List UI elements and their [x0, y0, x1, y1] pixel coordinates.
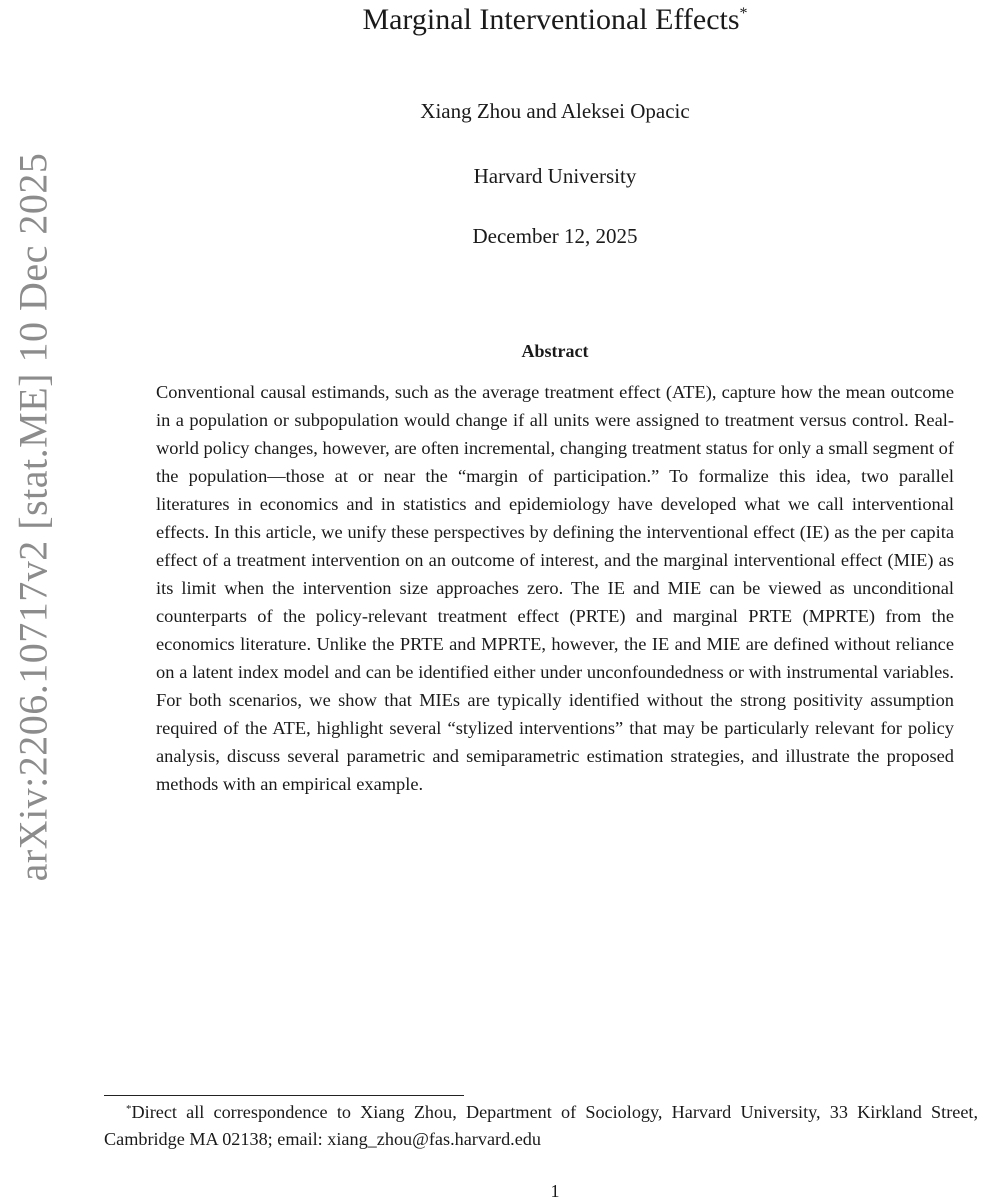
page-number: 1 [550, 1181, 560, 1201]
footnote-marker: * [126, 1103, 132, 1115]
footnote [104, 1096, 978, 1153]
arxiv-identifier-stamp: arXiv:2206.10717v2 [stat.ME] 10 Dec 2025 [10, 152, 56, 882]
paper-title-text: Marginal Interventional Effects [362, 3, 740, 36]
paper-title [156, 0, 954, 40]
title-footnote-marker: * [739, 5, 748, 22]
paper-affiliation: Harvard University [473, 164, 637, 188]
abstract-text: Conventional causal estimands, such as the average treatment effect (ATE), capture how the mean outcome in a population or subpopulation would change if all units were assigned to treatment versus control. Real-world policy changes, however, are often incremental, changing treatment status for only a small segment of the population—those at or near the “margin of participation.” To formalize this idea, two parallel literatures in economics and in statistics and epidemiology have developed what we call interventional effects. In this article, we unify these perspectives by defining the interventional effect (IE) as the per capita effect of a treatment intervention on an outcome of interest, and the marginal interventional effect (MIE) as its limit when the intervention size approaches zero. The IE and MIE can be viewed as unconditional counterparts of the policy-relevant treatment effect (PRTE) and marginal PRTE (MPRTE) from the economics literature. Unlike the PRTE and MPRTE, however, the IE and MIE are defined without reliance on a latent index model and can be identified either under unconfoundedness or with instrumental variables. For both scenarios, we show that MIEs are typically identified without the strong positivity assumption required of the ATE, highlight several “stylized interventions” that may be particularly relevant for policy analysis, discuss several parametric and semiparametric estimation strategies, and illustrate the proposed methods with an empirical example. [156, 382, 954, 794]
footnote-text: Direct all correspondence to Xiang Zhou, Department of Sociology, Harvard University, 33 Kirkland Street, Cambridge MA 02138; email: xiang_zhou@fas.harvard.edu [104, 1102, 978, 1149]
abstract-heading: Abstract [521, 341, 589, 361]
paper-authors: Xiang Zhou and Aleksei Opacic [420, 99, 690, 123]
paper-date: December 12, 2025 [472, 224, 638, 248]
